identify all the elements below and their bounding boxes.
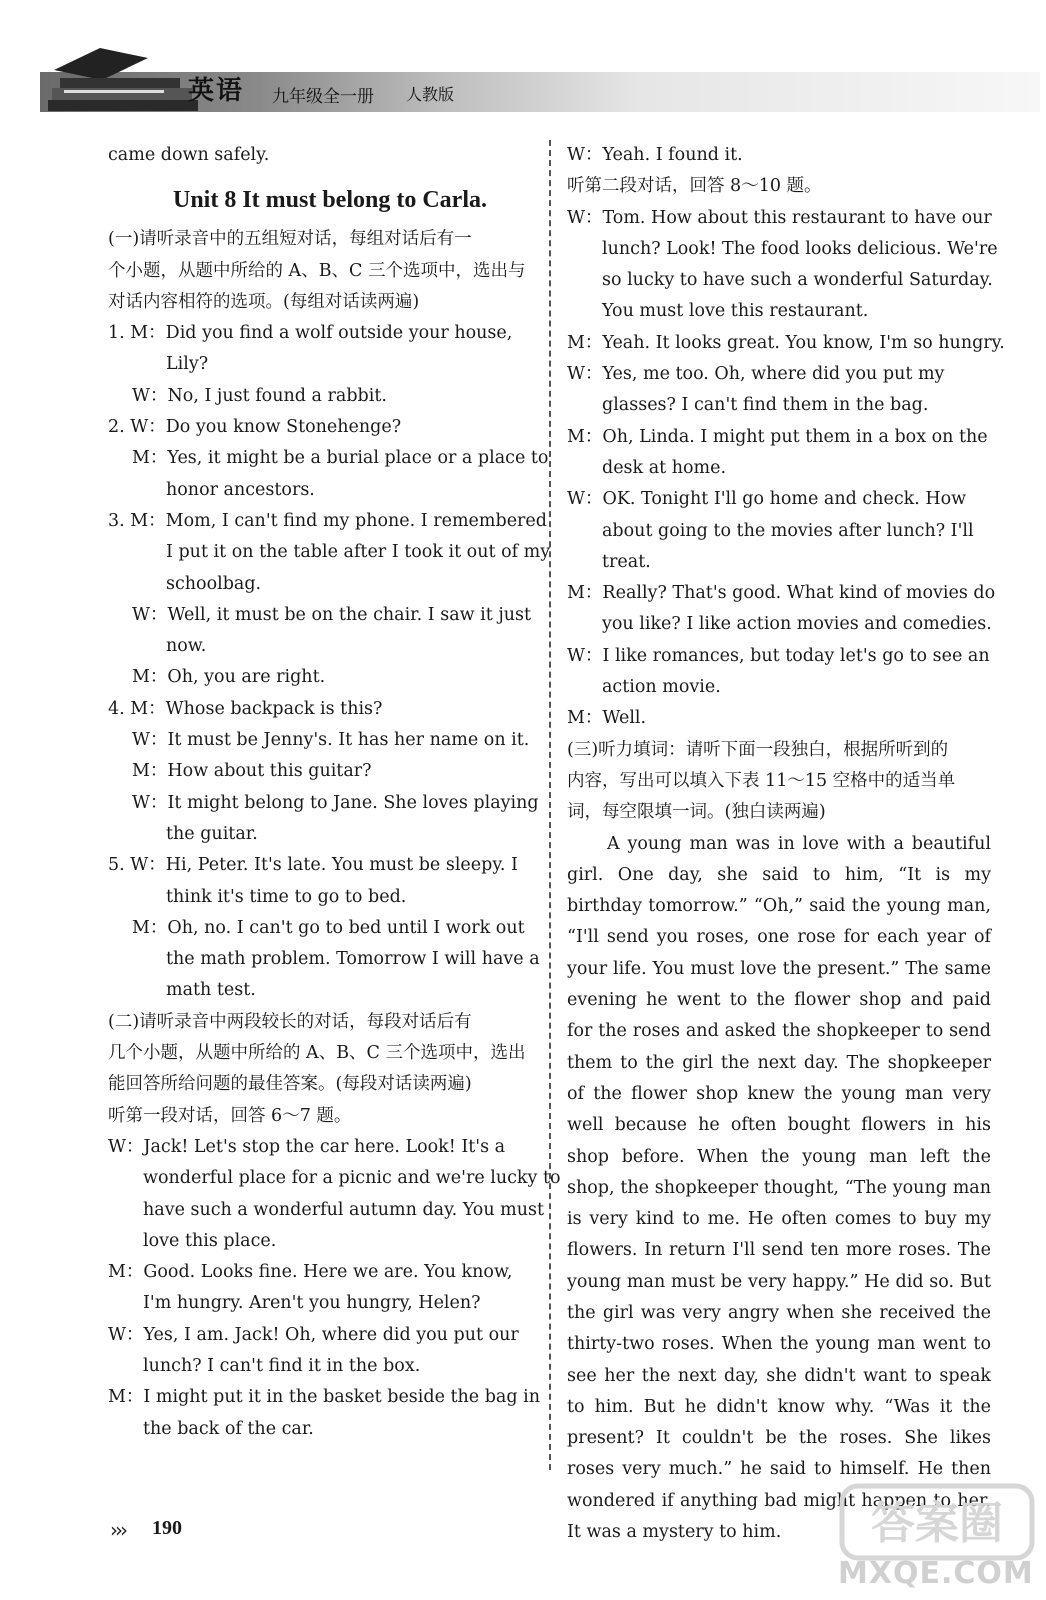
text-line: W：OK. Tonight I'll go home and check. How: [567, 489, 967, 510]
text-line: lunch? Look! The food looks delicious. We're: [602, 238, 998, 259]
text-line: now.: [166, 636, 207, 657]
watermark-text: MXQE.COM: [838, 1556, 1034, 1591]
text-line: (一)请听录音中的五组短对话，每组对话后有一: [108, 229, 472, 250]
page-header: [0, 0, 1046, 112]
text-line: lunch? I can't find it in the box.: [143, 1355, 421, 1376]
text-line: the guitar.: [166, 823, 258, 844]
text-line: M：I might put it in the basket beside the bag in: [108, 1387, 540, 1408]
text-line: 5. W：Hi, Peter. It's late. You must be sleepy. I: [108, 855, 518, 876]
text-line: 个小题，从题中所给的 A、B、C 三个选项中，选出与: [108, 260, 526, 281]
text-line: W：Yes, me too. Oh, where did you put my: [567, 364, 945, 385]
text-line: 听第二段对话，回答 8～10 题。: [567, 176, 822, 197]
text-line: W：It must be Jenny's. It has her name on it.: [132, 730, 530, 751]
text-line: W：Yes, I am. Jack! Oh, where did you put our: [108, 1324, 519, 1345]
text-line: 听第一段对话，回答 6～7 题。: [108, 1105, 352, 1126]
text-line: W：No, I just found a rabbit.: [132, 385, 387, 406]
column-divider: [549, 140, 551, 1470]
text-line: treat.: [602, 551, 651, 572]
text-line: W：Jack! Let's stop the car here. Look! It's a: [108, 1136, 506, 1157]
text-line: 1. M：Did you find a wolf outside your house,: [108, 323, 513, 344]
text-line: W：Tom. How about this restaurant to have our: [567, 207, 992, 228]
monologue-paragraph: A young man was in love with a beautiful girl. One day, she said to him, “It is my birthday tomorrow.” “Oh,” said the young man, “I'll send you roses, one rose for each year of your life. You must love the present.” The same evening he went to the flower shop and paid for the roses and asked the shopkeeper to send them to the girl the next day. The shopkeeper of the flower shop knew the young man very well because he often bought flowers in his shop before. When the young man left the shop, the shopkeeper thought, “The young man is very kind to me. He often comes to buy my flowers. In return I'll send ten more roses. The young man must be very happy.” He did so. But the girl was very angry when she received the thirty-two roses. When the young man went to see her the next day, she didn't want to speak to him. But he didn't know why. “Was it the present? It couldn't be the roses. She likes roses very much.” he said to himself. He then wondered if anything bad might happen to her. It was a mystery to him.: [567, 833, 991, 1543]
text-line: think it's time to go to bed.: [166, 886, 407, 907]
text-line: wonderful place for a picnic and we're lucky to: [143, 1168, 561, 1189]
text-line: 对话内容相符的选项。(每组对话读两遍): [108, 291, 420, 312]
text-line: M：Oh, Linda. I might put them in a box on the: [567, 426, 988, 447]
text-line: 几个小题，从题中所给的 A、B、C 三个选项中，选出: [108, 1043, 526, 1064]
text-line: schoolbag.: [166, 573, 262, 594]
unit-title: Unit 8 It must belong to Carla.: [172, 187, 487, 214]
text-line: I'm hungry. Aren't you hungry, Helen?: [143, 1293, 481, 1314]
text-line: W：Well, it must be on the chair. I saw it just: [132, 604, 532, 625]
text-line: You must love this restaurant.: [602, 301, 869, 322]
text-line: the back of the car.: [143, 1418, 314, 1439]
text-line: math test.: [166, 980, 256, 1001]
text-line: 词，每空限填一词。(独白读两遍): [567, 802, 826, 823]
text-line: honor ancestors.: [166, 479, 315, 500]
text-line: 3. M：Mom, I can't find my phone. I remembered: [108, 510, 547, 531]
text-line: M：Oh, no. I can't go to bed until I work out: [132, 917, 525, 938]
grade-label: 九年级全一册: [272, 87, 374, 107]
text-line: M：Good. Looks fine. Here we are. You know,: [108, 1262, 513, 1283]
text-line: W：Yeah. I found it.: [567, 145, 743, 165]
text-line: M：Oh, you are right.: [132, 667, 326, 688]
text-line: desk at home.: [602, 457, 727, 478]
text-line: (三)听力填词：请听下面一段独白，根据所听到的: [567, 739, 949, 760]
text-line: (二)请听录音中两段较长的对话，每段对话后有: [108, 1011, 472, 1032]
text-line: M：Really? That's good. What kind of movies do: [567, 583, 996, 604]
right-column: [567, 140, 1005, 1548]
text-line: W：I like romances, but today let's go to see an: [567, 645, 990, 666]
edition-label: 人教版: [406, 85, 455, 104]
page-number: 190: [152, 1517, 182, 1539]
subject-label: 英语: [188, 76, 245, 106]
text-line: 能回答所给问题的最佳答案。(每段对话读两遍): [108, 1074, 472, 1095]
text-line: the math problem. Tomorrow I will have a: [166, 949, 540, 970]
text-line: about going to the movies after lunch? I'll: [602, 520, 974, 541]
text-line: have such a wonderful autumn day. You must: [143, 1199, 545, 1220]
text-line: Lily?: [166, 354, 209, 375]
watermark-logo-text: 答案圈: [871, 1498, 1003, 1549]
text-line: M：Well.: [567, 708, 647, 729]
text-line: so lucky to have such a wonderful Saturday.: [602, 270, 993, 291]
book-stack-icon: [40, 44, 210, 114]
page-marker-arrows: ›››: [110, 1518, 125, 1542]
text-line: 2. W：Do you know Stonehenge?: [108, 417, 402, 438]
text-line: came down safely.: [108, 145, 270, 165]
text-line: W：It might belong to Jane. She loves playing: [132, 792, 539, 813]
text-line: 4. M：Whose backpack is this?: [108, 698, 383, 719]
text-line: I put it on the table after I took it out of my: [166, 542, 551, 563]
text-line: 内容，写出可以填入下表 11～15 空格中的适当单: [567, 770, 956, 791]
text-line: M：How about this guitar?: [132, 761, 372, 782]
text-line: M：Yeah. It looks great. You know, I'm so hungry.: [567, 332, 1005, 353]
text-line: you like? I like action movies and comedies.: [602, 614, 992, 635]
text-line: action movie.: [602, 677, 721, 698]
text-line: M：Yes, it might be a burial place or a place to: [132, 448, 549, 469]
text-line: glasses? I can't find them in the bag.: [602, 395, 929, 416]
text-line: love this place.: [143, 1230, 277, 1251]
left-column: [108, 140, 561, 1445]
